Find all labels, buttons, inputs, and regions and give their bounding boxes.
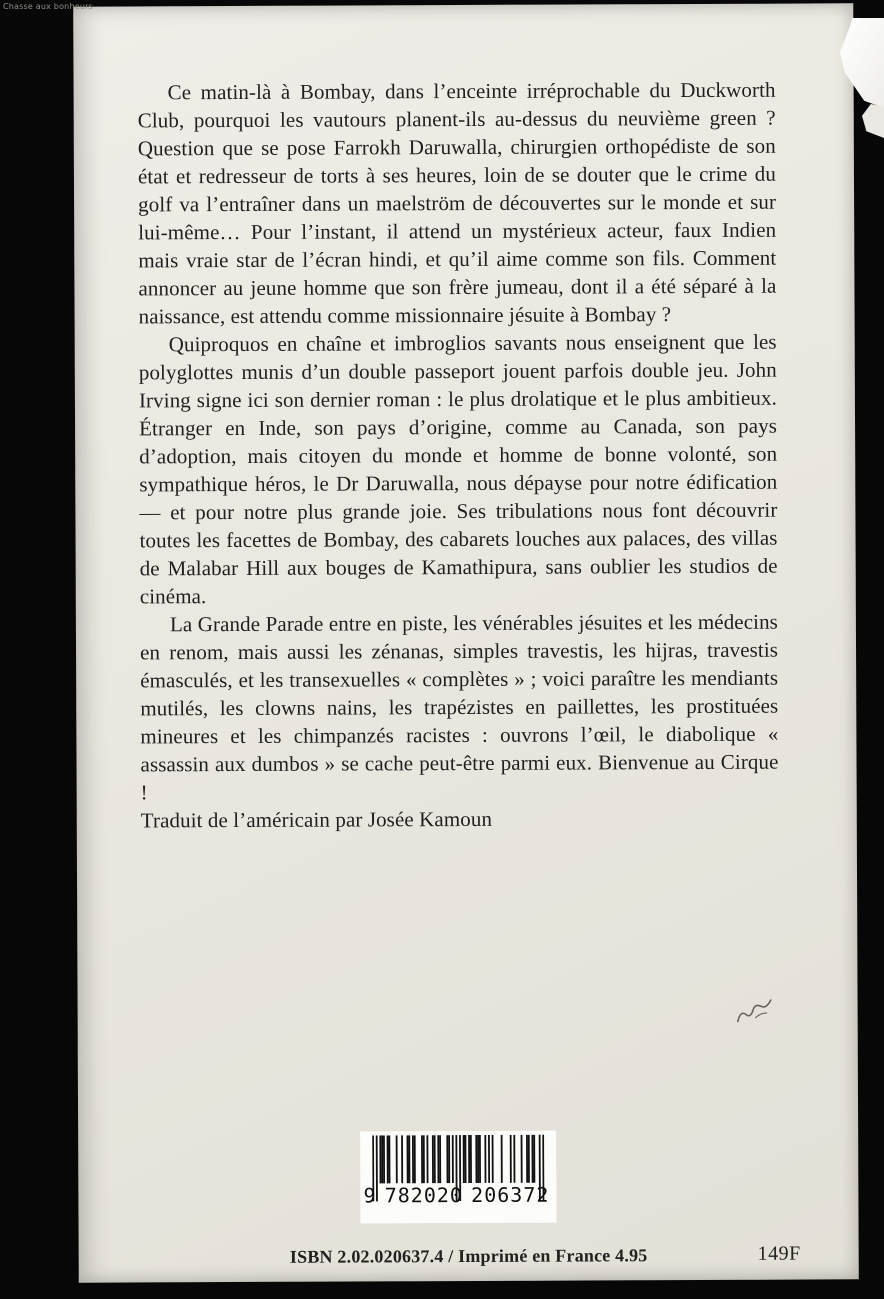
corner-note: Chasse aux bonheurs: [3, 2, 93, 11]
blurb-paragraph: Ce matin-là à Bombay, dans l’enceinte irréprochable du Duckworth Club, pourquoi les vautours planent-ils au-dessus du neuvième green ? Question que se pose Farrokh Daruwalla, chirurgien orthopédiste de son état et redresseur de torts à ses heures, loin de se douter que le crime du golf va l’entraîner dans un maelström de découvertes sur le monde et sur lui-même… Pour l’instant, il attend un mystérieux acteur, faux Indien mais vraie star de l’écran hindi, et qu’il aime comme son fils. Comment annoncer au jeune homme que son frère jumeau, dont il a été séparé à la naissance, est attendu comme missionnaire jésuite à Bombay ?: [137, 77, 777, 329]
torn-sticker-fragment: [862, 104, 884, 138]
barcode: [360, 1131, 556, 1224]
barcode-digit-group: 206372: [471, 1182, 550, 1207]
ink-mark: [732, 996, 778, 1028]
barcode-digit-group: 782020: [384, 1183, 463, 1208]
blurb-paragraph: La Grande Parade entre en piste, les vénérables jésuites et les médecins en renom, mais aussi les zénanas, simples travestis, les hijras, travestis émasculés, et les transexuelles « complètes » ; voici paraître les mendiants mutilés, les clowns nains, les trapézistes en paillettes, les prostituées mineures et les chimpanzés racistes : ouvrons l’œil, le diabolique « assassin aux dumbos » se cache peut-être parmi eux. Bienvenue au Cirque !: [139, 609, 779, 805]
blurb-paragraph: Quiproquos en chaîne et imbroglios savants nous enseignent que les polyglottes munis d’un double passeport jouent parfois double jeu. John Irving signe ici son dernier roman : le plus drolatique et le plus ambitieux. Étranger en Inde, son pays d’origine, comme au Canada, son pays d’adoption, mais citoyen du monde et homme de bonne volonté, son sympathique héros, le Dr Daruwalla, nous dépayse pour notre édification — et pour notre plus grande joie. Ses tribulations nous font découvrir toutes les facettes de Bombay, des cabarets louches aux palaces, des villas de Malabar Hill aux bouges de Kamathipura, sans oublier les studios de cinéma.: [138, 329, 778, 609]
barcode-digit-group: 9: [363, 1183, 377, 1208]
price-label: 149F: [757, 1242, 801, 1265]
blurb-text-block: [138, 76, 779, 835]
book-back-cover: [73, 3, 859, 1282]
barcode-digits: [362, 1183, 550, 1208]
isbn-line: ISBN 2.02.020637.4 / Imprimé en France 4.95: [289, 1245, 648, 1267]
translator-credit: Traduit de l’américain par Josée Kamoun: [140, 806, 493, 833]
